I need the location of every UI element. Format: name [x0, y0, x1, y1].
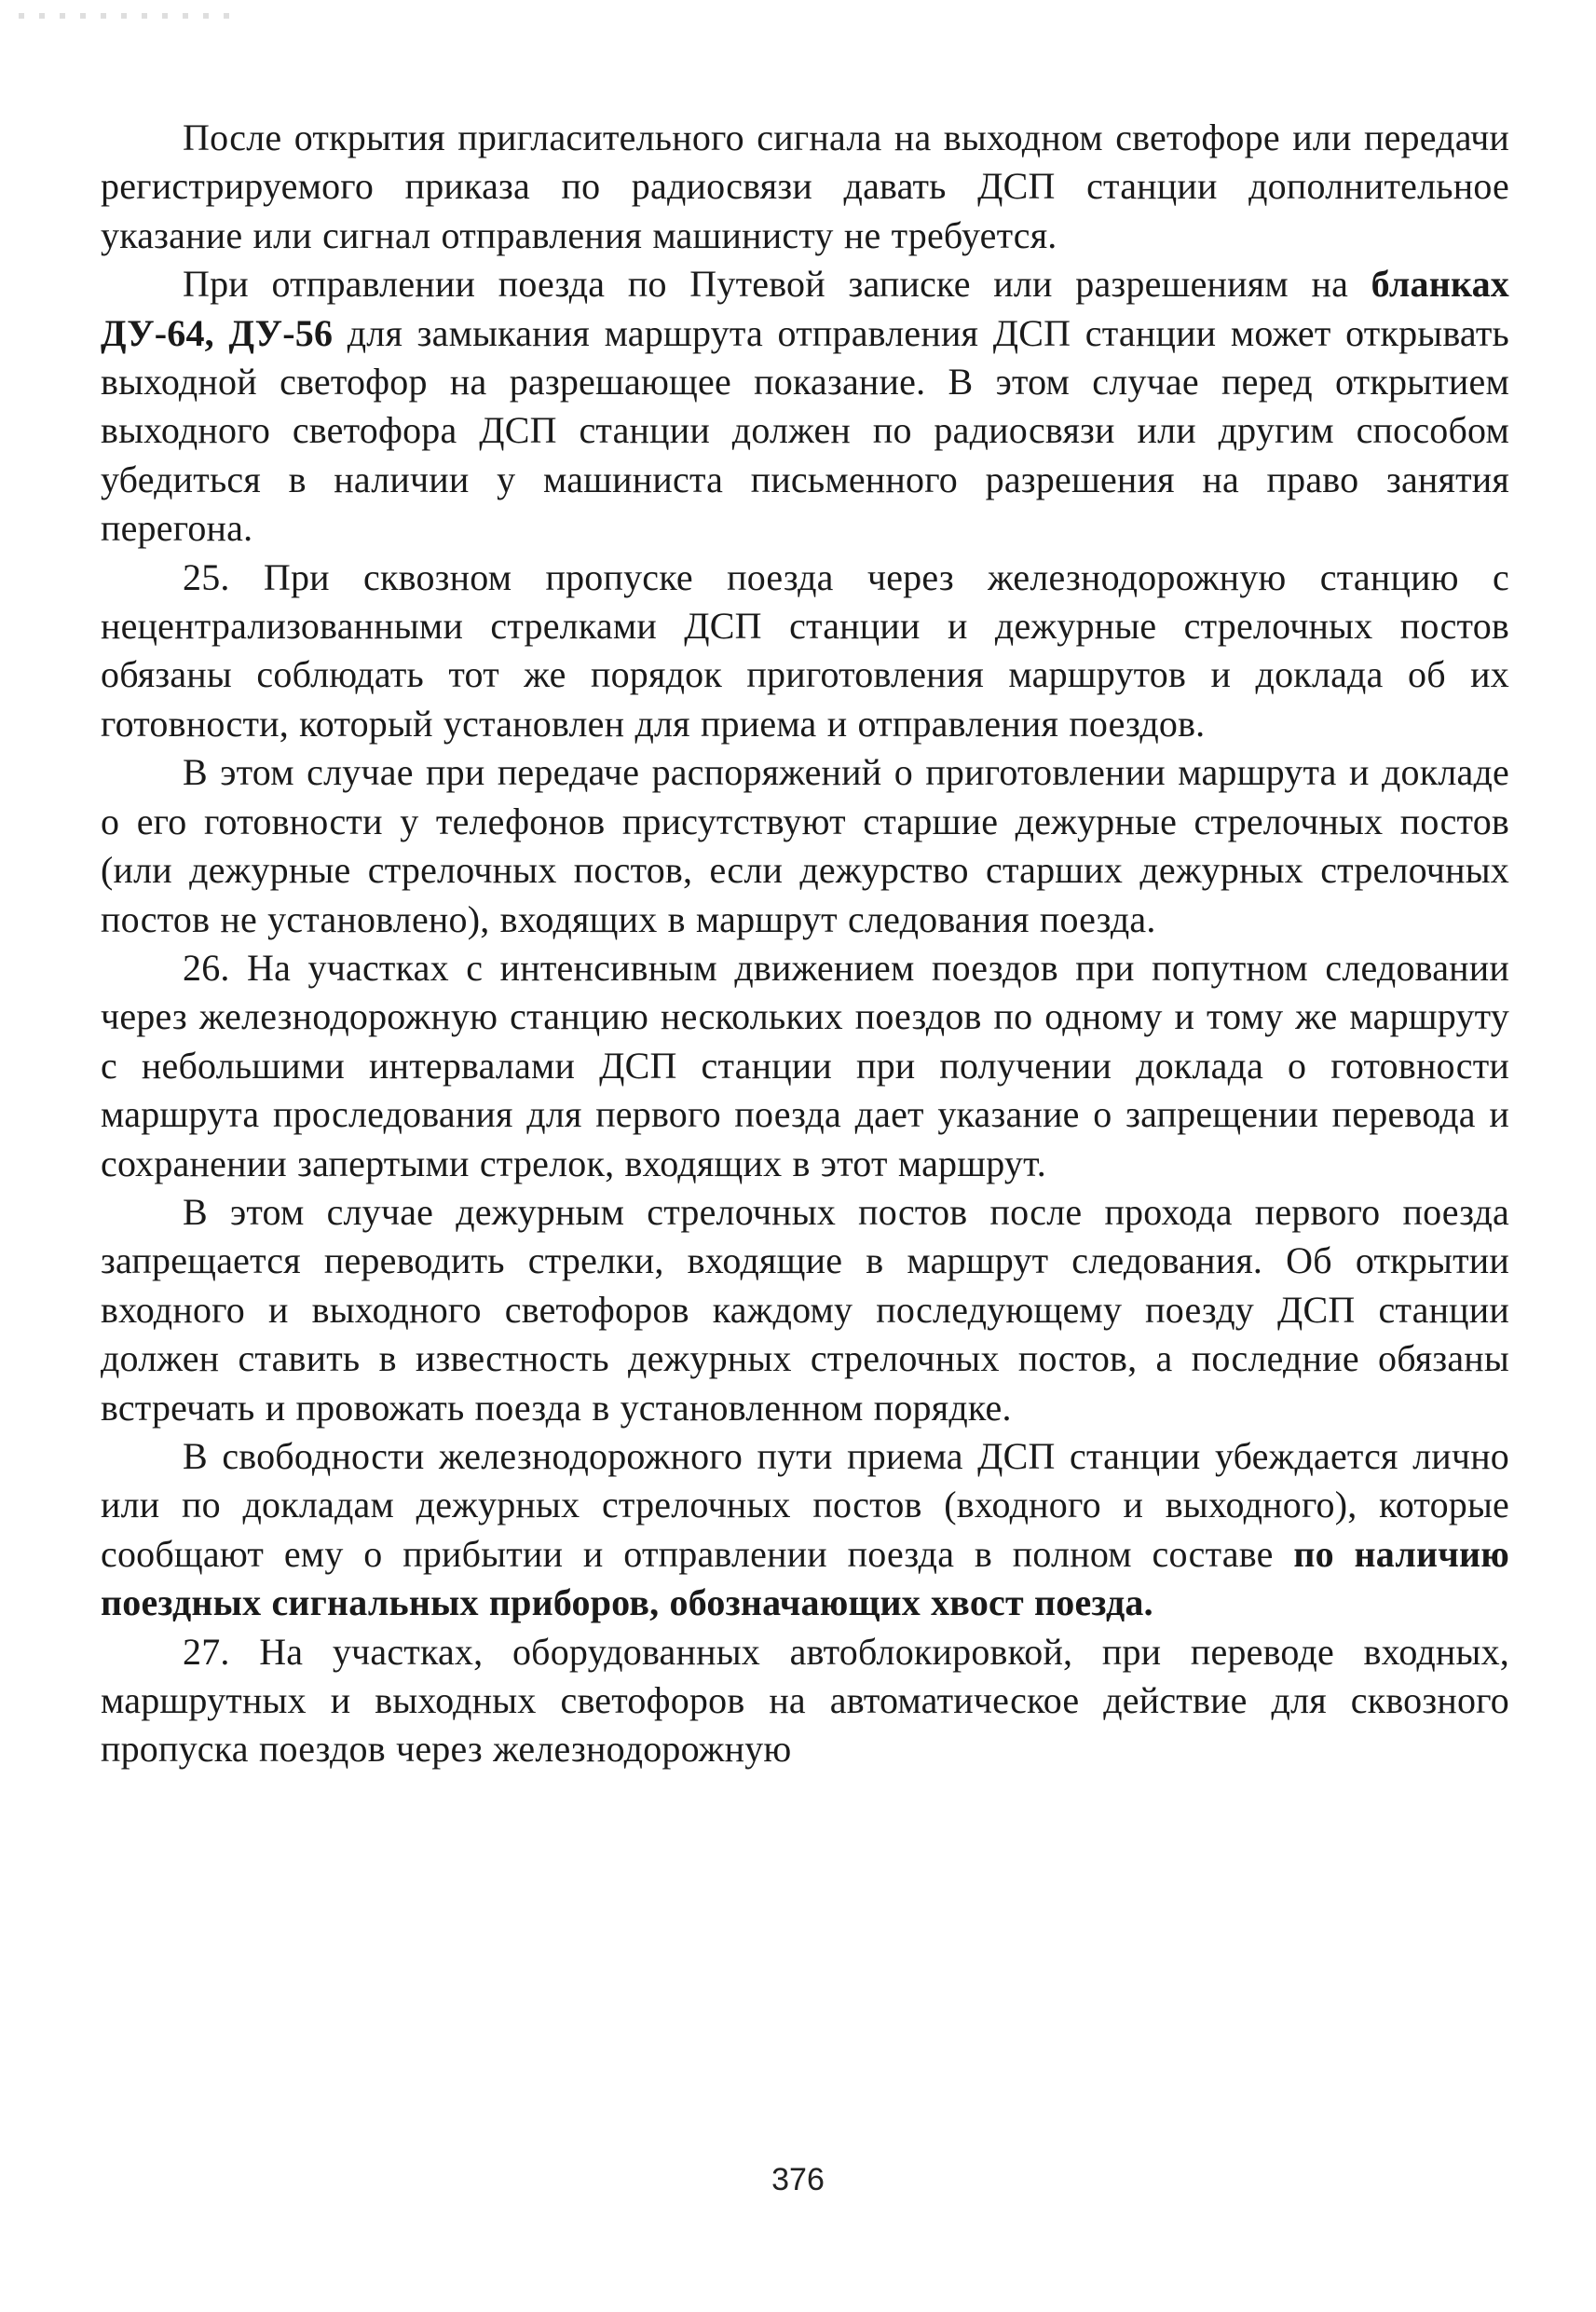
- bold-text: по наличию поездных сигнальных приборов, обозначающих хвост поезда.: [101, 1532, 1509, 1624]
- text-run: При отправлении поезда по Путевой записке или разрешениям на: [183, 263, 1371, 306]
- scan-artifact: [19, 13, 242, 19]
- text-run: В свободности железнодорожного пути приема ДСП станции убеждается лично или по докладам дежурных стрелочных постов (входного и выходного), которые сообщают ему о прибытии и отправлении поезда в полном составе: [101, 1434, 1509, 1575]
- paragraph: [101, 554, 1509, 749]
- text-run: 25. При сквозном пропуске поезда через железнодорожную станцию с нецентрализованными стрелками ДСП станции и дежурные стрелочных постов обязаны соблюдать тот же порядок приготовления маршрутов и доклада об их готовности, который установлен для приема и отправления поездов.: [101, 555, 1509, 745]
- text-run: После открытия пригласительного сигнала на выходном светофоре или передачи регистрируемого приказа по радиосвязи давать ДСП станции дополнительное указание или сигнал отправления машинисту не требуется.: [101, 116, 1509, 256]
- paragraph: [101, 1188, 1509, 1432]
- paragraph: [101, 944, 1509, 1188]
- paragraph: [101, 1432, 1509, 1628]
- document-page: [101, 114, 1509, 2238]
- paragraph: [101, 114, 1509, 260]
- body-text: [101, 114, 1509, 1774]
- paragraph: [101, 260, 1509, 553]
- paragraph: [101, 748, 1509, 944]
- text-run: для замыкания маршрута отправления ДСП станции может открывать выходной светофор на разрешающее показание. В этом случае перед открытием выходного светофора ДСП станции должен по радиосвязи или другим способом убедиться в наличии у машиниста письменного разрешения на право занятия перегона.: [101, 311, 1509, 550]
- text-run: 26. На участках с интенсивным движением поездов при попутном следовании через железнодорожную станцию нескольких поездов по одному и тому же маршруту с небольшими интервалами ДСП станции при получении доклада о готовности маршрута проследования для первого поезда дает указание о запрещении перевода и сохранении запертыми стрелок, входящих в этот маршрут.: [101, 946, 1509, 1184]
- paragraph: [101, 1628, 1509, 1774]
- text-run: 27. На участках, оборудованных автоблокировкой, при переводе входных, маршрутных и выходных светофоров на автоматическое действие для сквозного пропуска поездов через железнодорожную: [101, 1630, 1509, 1771]
- page-number: 376: [771, 2162, 825, 2197]
- text-run: В этом случае при передаче распоряжений о приготовлении маршрута и докладе о его готовности у телефонов присутствуют старшие дежурные стрелочных постов (или дежурные стрелочных постов, если дежурство старших дежурных стрелочных постов не установлено), входящих в маршрут следования поезда.: [101, 751, 1509, 940]
- text-run: В этом случае дежурным стрелочных постов после прохода первого поезда запрещается переводить стрелки, входящие в маршрут следования. Об открытии входного и выходного светофоров каждому последующему поезду ДСП станции должен ставить в известность дежурных стрелочных постов, а последние обязаны встречать и провожать поезда в установленном порядке.: [101, 1190, 1509, 1429]
- bold-text: бланках ДУ-64, ДУ-56: [101, 263, 1509, 354]
